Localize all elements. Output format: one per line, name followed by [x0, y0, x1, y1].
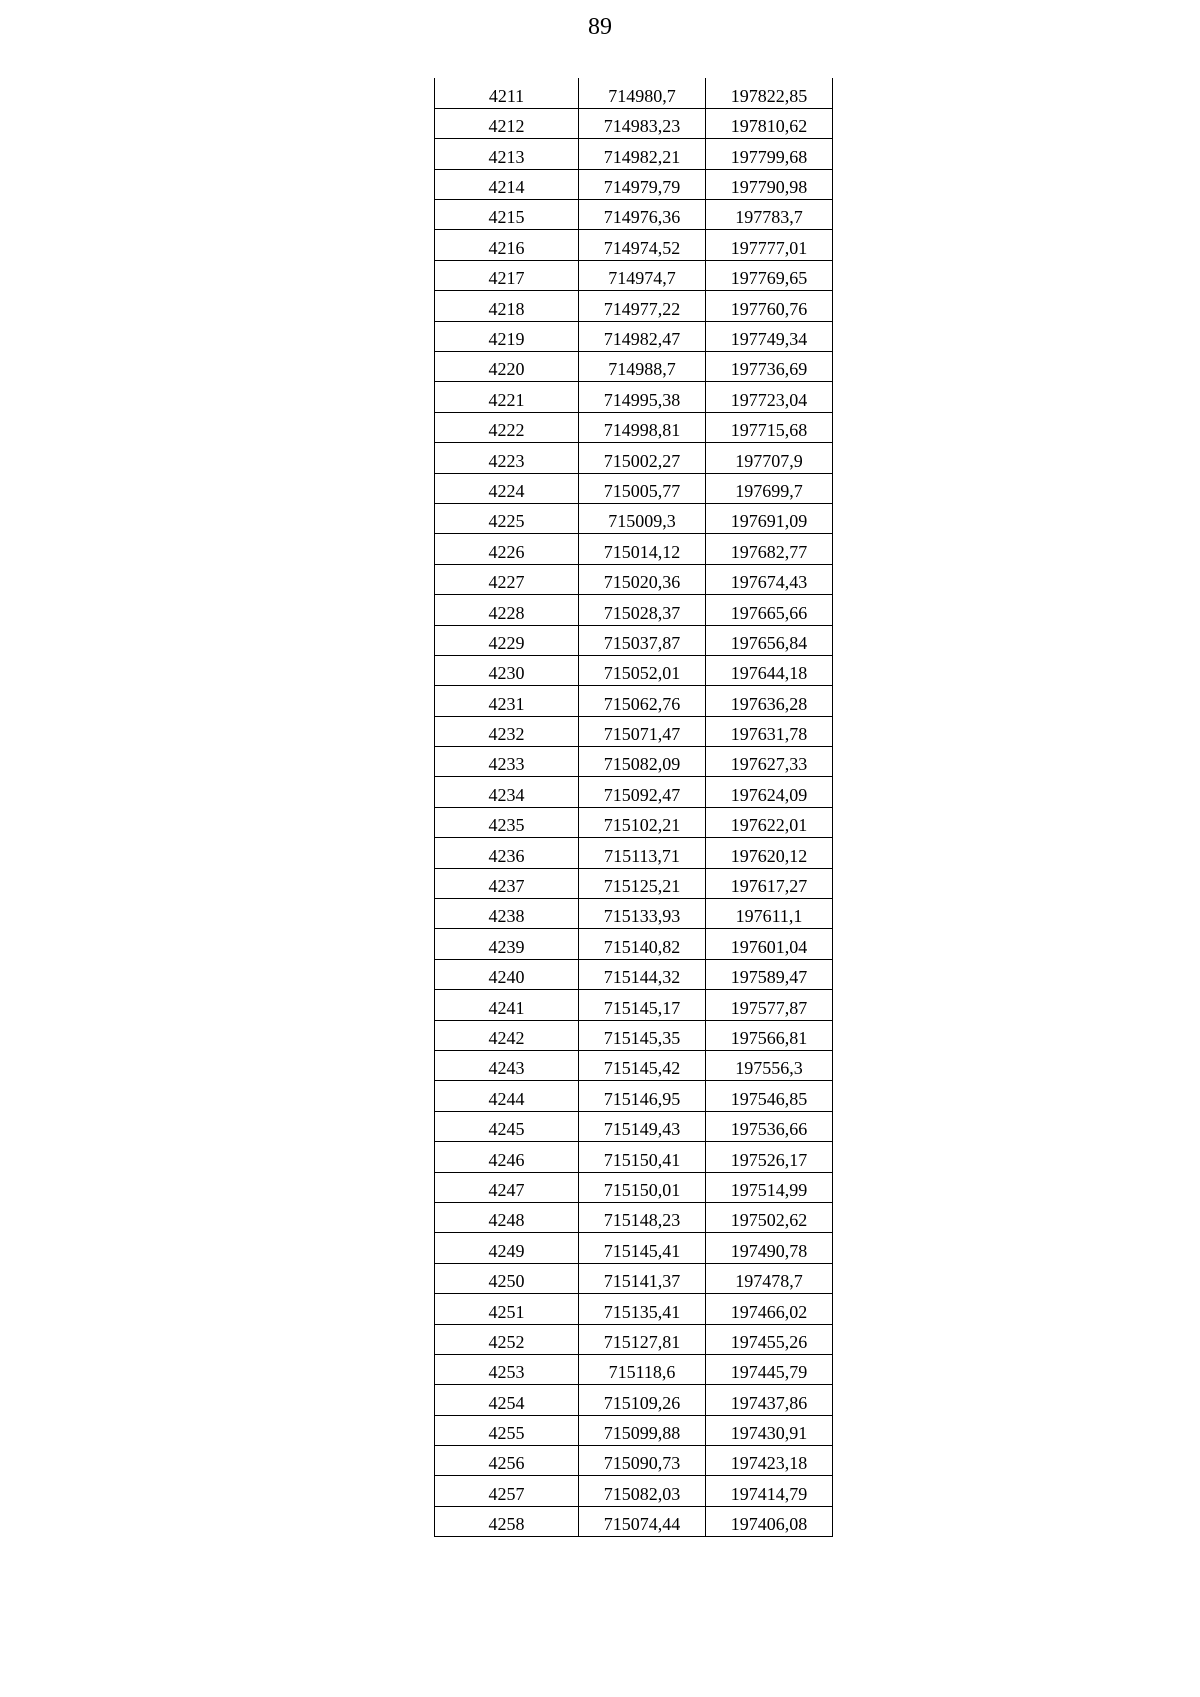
- table-row: [435, 1111, 833, 1141]
- point-number-cell: 4217: [435, 260, 579, 290]
- table-row: [435, 1233, 833, 1263]
- table-row: [435, 1202, 833, 1232]
- x-coordinate-cell: 715113,71: [579, 838, 706, 868]
- y-coordinate-cell: 197682,77: [706, 534, 833, 564]
- x-coordinate-cell: 715014,12: [579, 534, 706, 564]
- table-row: [435, 1172, 833, 1202]
- table-row: [435, 838, 833, 868]
- table-row: [435, 1324, 833, 1354]
- x-coordinate-cell: 715062,76: [579, 686, 706, 716]
- x-coordinate-cell: 715082,09: [579, 747, 706, 777]
- y-coordinate-cell: 197526,17: [706, 1142, 833, 1172]
- y-coordinate-cell: 197455,26: [706, 1324, 833, 1354]
- table-row: [435, 473, 833, 503]
- x-coordinate-cell: 715145,17: [579, 990, 706, 1020]
- x-coordinate-cell: 714988,7: [579, 352, 706, 382]
- point-number-cell: 4253: [435, 1354, 579, 1384]
- table-row: [435, 1446, 833, 1476]
- y-coordinate-cell: 197707,9: [706, 443, 833, 473]
- point-number-cell: 4246: [435, 1142, 579, 1172]
- table-row: [435, 595, 833, 625]
- table-row: [435, 412, 833, 442]
- point-number-cell: 4223: [435, 443, 579, 473]
- y-coordinate-cell: 197656,84: [706, 625, 833, 655]
- point-number-cell: 4247: [435, 1172, 579, 1202]
- point-number-cell: 4243: [435, 1051, 579, 1081]
- y-coordinate-cell: 197414,79: [706, 1476, 833, 1506]
- y-coordinate-cell: 197490,78: [706, 1233, 833, 1263]
- table-row: [435, 899, 833, 929]
- y-coordinate-cell: 197577,87: [706, 990, 833, 1020]
- table-row: [435, 1081, 833, 1111]
- table-row: [435, 807, 833, 837]
- x-coordinate-cell: 715145,41: [579, 1233, 706, 1263]
- page-number: 89: [588, 14, 612, 40]
- x-coordinate-cell: 715118,6: [579, 1354, 706, 1384]
- table-row: [435, 108, 833, 138]
- y-coordinate-cell: 197466,02: [706, 1294, 833, 1324]
- table-row: [435, 716, 833, 746]
- x-coordinate-cell: 715141,37: [579, 1263, 706, 1293]
- y-coordinate-cell: 197783,7: [706, 200, 833, 230]
- x-coordinate-cell: 715102,21: [579, 807, 706, 837]
- y-coordinate-cell: 197631,78: [706, 716, 833, 746]
- point-number-cell: 4213: [435, 139, 579, 169]
- point-number-cell: 4235: [435, 807, 579, 837]
- x-coordinate-cell: 715020,36: [579, 564, 706, 594]
- point-number-cell: 4228: [435, 595, 579, 625]
- point-number-cell: 4238: [435, 899, 579, 929]
- x-coordinate-cell: 714977,22: [579, 291, 706, 321]
- table-row: [435, 534, 833, 564]
- y-coordinate-cell: 197622,01: [706, 807, 833, 837]
- point-number-cell: 4216: [435, 230, 579, 260]
- y-coordinate-cell: 197536,66: [706, 1111, 833, 1141]
- x-coordinate-cell: 715009,3: [579, 503, 706, 533]
- y-coordinate-cell: 197620,12: [706, 838, 833, 868]
- x-coordinate-cell: 714979,79: [579, 169, 706, 199]
- y-coordinate-cell: 197777,01: [706, 230, 833, 260]
- y-coordinate-cell: 197437,86: [706, 1385, 833, 1415]
- x-coordinate-cell: 714976,36: [579, 200, 706, 230]
- x-coordinate-cell: 715090,73: [579, 1446, 706, 1476]
- x-coordinate-cell: 715002,27: [579, 443, 706, 473]
- table-row: [435, 1294, 833, 1324]
- y-coordinate-cell: 197644,18: [706, 655, 833, 685]
- point-number-cell: 4227: [435, 564, 579, 594]
- y-coordinate-cell: 197810,62: [706, 108, 833, 138]
- y-coordinate-cell: 197556,3: [706, 1051, 833, 1081]
- y-coordinate-cell: 197790,98: [706, 169, 833, 199]
- point-number-cell: 4251: [435, 1294, 579, 1324]
- table-row: [435, 747, 833, 777]
- table-row: [435, 503, 833, 533]
- x-coordinate-cell: 715135,41: [579, 1294, 706, 1324]
- point-number-cell: 4239: [435, 929, 579, 959]
- x-coordinate-cell: 714980,7: [579, 78, 706, 108]
- table-row: [435, 1020, 833, 1050]
- x-coordinate-cell: 714998,81: [579, 412, 706, 442]
- table-row: [435, 321, 833, 351]
- y-coordinate-cell: 197502,62: [706, 1202, 833, 1232]
- x-coordinate-cell: 715005,77: [579, 473, 706, 503]
- coordinates-table-container: [434, 78, 833, 1537]
- y-coordinate-cell: 197445,79: [706, 1354, 833, 1384]
- table-row: [435, 1385, 833, 1415]
- point-number-cell: 4236: [435, 838, 579, 868]
- point-number-cell: 4230: [435, 655, 579, 685]
- point-number-cell: 4257: [435, 1476, 579, 1506]
- x-coordinate-cell: 715145,35: [579, 1020, 706, 1050]
- y-coordinate-cell: 197636,28: [706, 686, 833, 716]
- point-number-cell: 4256: [435, 1446, 579, 1476]
- table-row: [435, 230, 833, 260]
- y-coordinate-cell: 197514,99: [706, 1172, 833, 1202]
- y-coordinate-cell: 197627,33: [706, 747, 833, 777]
- point-number-cell: 4242: [435, 1020, 579, 1050]
- table-row: [435, 929, 833, 959]
- y-coordinate-cell: 197430,91: [706, 1415, 833, 1445]
- x-coordinate-cell: 715052,01: [579, 655, 706, 685]
- x-coordinate-cell: 715150,41: [579, 1142, 706, 1172]
- table-row: [435, 686, 833, 716]
- point-number-cell: 4211: [435, 78, 579, 108]
- point-number-cell: 4229: [435, 625, 579, 655]
- x-coordinate-cell: 714982,21: [579, 139, 706, 169]
- table-row: [435, 625, 833, 655]
- point-number-cell: 4240: [435, 959, 579, 989]
- point-number-cell: 4222: [435, 412, 579, 442]
- coordinates-table-body: [435, 78, 833, 1537]
- x-coordinate-cell: 715092,47: [579, 777, 706, 807]
- table-row: [435, 260, 833, 290]
- point-number-cell: 4219: [435, 321, 579, 351]
- point-number-cell: 4212: [435, 108, 579, 138]
- table-row: [435, 655, 833, 685]
- x-coordinate-cell: 714983,23: [579, 108, 706, 138]
- table-row: [435, 1415, 833, 1445]
- table-row: [435, 382, 833, 412]
- x-coordinate-cell: 715074,44: [579, 1506, 706, 1536]
- x-coordinate-cell: 714982,47: [579, 321, 706, 351]
- y-coordinate-cell: 197589,47: [706, 959, 833, 989]
- table-row: [435, 959, 833, 989]
- y-coordinate-cell: 197546,85: [706, 1081, 833, 1111]
- x-coordinate-cell: 715140,82: [579, 929, 706, 959]
- point-number-cell: 4232: [435, 716, 579, 746]
- point-number-cell: 4224: [435, 473, 579, 503]
- table-row: [435, 1051, 833, 1081]
- y-coordinate-cell: 197611,1: [706, 899, 833, 929]
- y-coordinate-cell: 197799,68: [706, 139, 833, 169]
- y-coordinate-cell: 197478,7: [706, 1263, 833, 1293]
- point-number-cell: 4231: [435, 686, 579, 716]
- table-row: [435, 78, 833, 108]
- table-row: [435, 139, 833, 169]
- x-coordinate-cell: 714974,7: [579, 260, 706, 290]
- x-coordinate-cell: 715150,01: [579, 1172, 706, 1202]
- point-number-cell: 4248: [435, 1202, 579, 1232]
- point-number-cell: 4244: [435, 1081, 579, 1111]
- table-row: [435, 169, 833, 199]
- point-number-cell: 4255: [435, 1415, 579, 1445]
- x-coordinate-cell: 715148,23: [579, 1202, 706, 1232]
- table-row: [435, 443, 833, 473]
- x-coordinate-cell: 714974,52: [579, 230, 706, 260]
- y-coordinate-cell: 197566,81: [706, 1020, 833, 1050]
- point-number-cell: 4250: [435, 1263, 579, 1293]
- y-coordinate-cell: 197736,69: [706, 352, 833, 382]
- x-coordinate-cell: 715099,88: [579, 1415, 706, 1445]
- point-number-cell: 4234: [435, 777, 579, 807]
- x-coordinate-cell: 714995,38: [579, 382, 706, 412]
- x-coordinate-cell: 715146,95: [579, 1081, 706, 1111]
- y-coordinate-cell: 197691,09: [706, 503, 833, 533]
- x-coordinate-cell: 715133,93: [579, 899, 706, 929]
- point-number-cell: 4233: [435, 747, 579, 777]
- y-coordinate-cell: 197723,04: [706, 382, 833, 412]
- table-row: [435, 777, 833, 807]
- point-number-cell: 4258: [435, 1506, 579, 1536]
- table-row: [435, 1506, 833, 1536]
- y-coordinate-cell: 197624,09: [706, 777, 833, 807]
- point-number-cell: 4220: [435, 352, 579, 382]
- table-row: [435, 1263, 833, 1293]
- table-row: [435, 564, 833, 594]
- x-coordinate-cell: 715071,47: [579, 716, 706, 746]
- y-coordinate-cell: 197699,7: [706, 473, 833, 503]
- coordinates-table: [434, 78, 833, 1537]
- y-coordinate-cell: 197601,04: [706, 929, 833, 959]
- point-number-cell: 4221: [435, 382, 579, 412]
- table-row: [435, 990, 833, 1020]
- x-coordinate-cell: 715082,03: [579, 1476, 706, 1506]
- table-row: [435, 200, 833, 230]
- x-coordinate-cell: 715125,21: [579, 868, 706, 898]
- y-coordinate-cell: 197769,65: [706, 260, 833, 290]
- point-number-cell: 4237: [435, 868, 579, 898]
- point-number-cell: 4245: [435, 1111, 579, 1141]
- y-coordinate-cell: 197665,66: [706, 595, 833, 625]
- point-number-cell: 4252: [435, 1324, 579, 1354]
- x-coordinate-cell: 715028,37: [579, 595, 706, 625]
- y-coordinate-cell: 197749,34: [706, 321, 833, 351]
- x-coordinate-cell: 715149,43: [579, 1111, 706, 1141]
- y-coordinate-cell: 197715,68: [706, 412, 833, 442]
- point-number-cell: 4226: [435, 534, 579, 564]
- point-number-cell: 4225: [435, 503, 579, 533]
- y-coordinate-cell: 197760,76: [706, 291, 833, 321]
- point-number-cell: 4214: [435, 169, 579, 199]
- y-coordinate-cell: 197674,43: [706, 564, 833, 594]
- y-coordinate-cell: 197423,18: [706, 1446, 833, 1476]
- point-number-cell: 4218: [435, 291, 579, 321]
- x-coordinate-cell: 715144,32: [579, 959, 706, 989]
- table-row: [435, 291, 833, 321]
- x-coordinate-cell: 715127,81: [579, 1324, 706, 1354]
- x-coordinate-cell: 715037,87: [579, 625, 706, 655]
- point-number-cell: 4241: [435, 990, 579, 1020]
- table-row: [435, 868, 833, 898]
- x-coordinate-cell: 715109,26: [579, 1385, 706, 1415]
- table-row: [435, 1476, 833, 1506]
- table-row: [435, 1354, 833, 1384]
- table-row: [435, 352, 833, 382]
- y-coordinate-cell: 197406,08: [706, 1506, 833, 1536]
- point-number-cell: 4249: [435, 1233, 579, 1263]
- y-coordinate-cell: 197617,27: [706, 868, 833, 898]
- table-row: [435, 1142, 833, 1172]
- point-number-cell: 4215: [435, 200, 579, 230]
- x-coordinate-cell: 715145,42: [579, 1051, 706, 1081]
- y-coordinate-cell: 197822,85: [706, 78, 833, 108]
- point-number-cell: 4254: [435, 1385, 579, 1415]
